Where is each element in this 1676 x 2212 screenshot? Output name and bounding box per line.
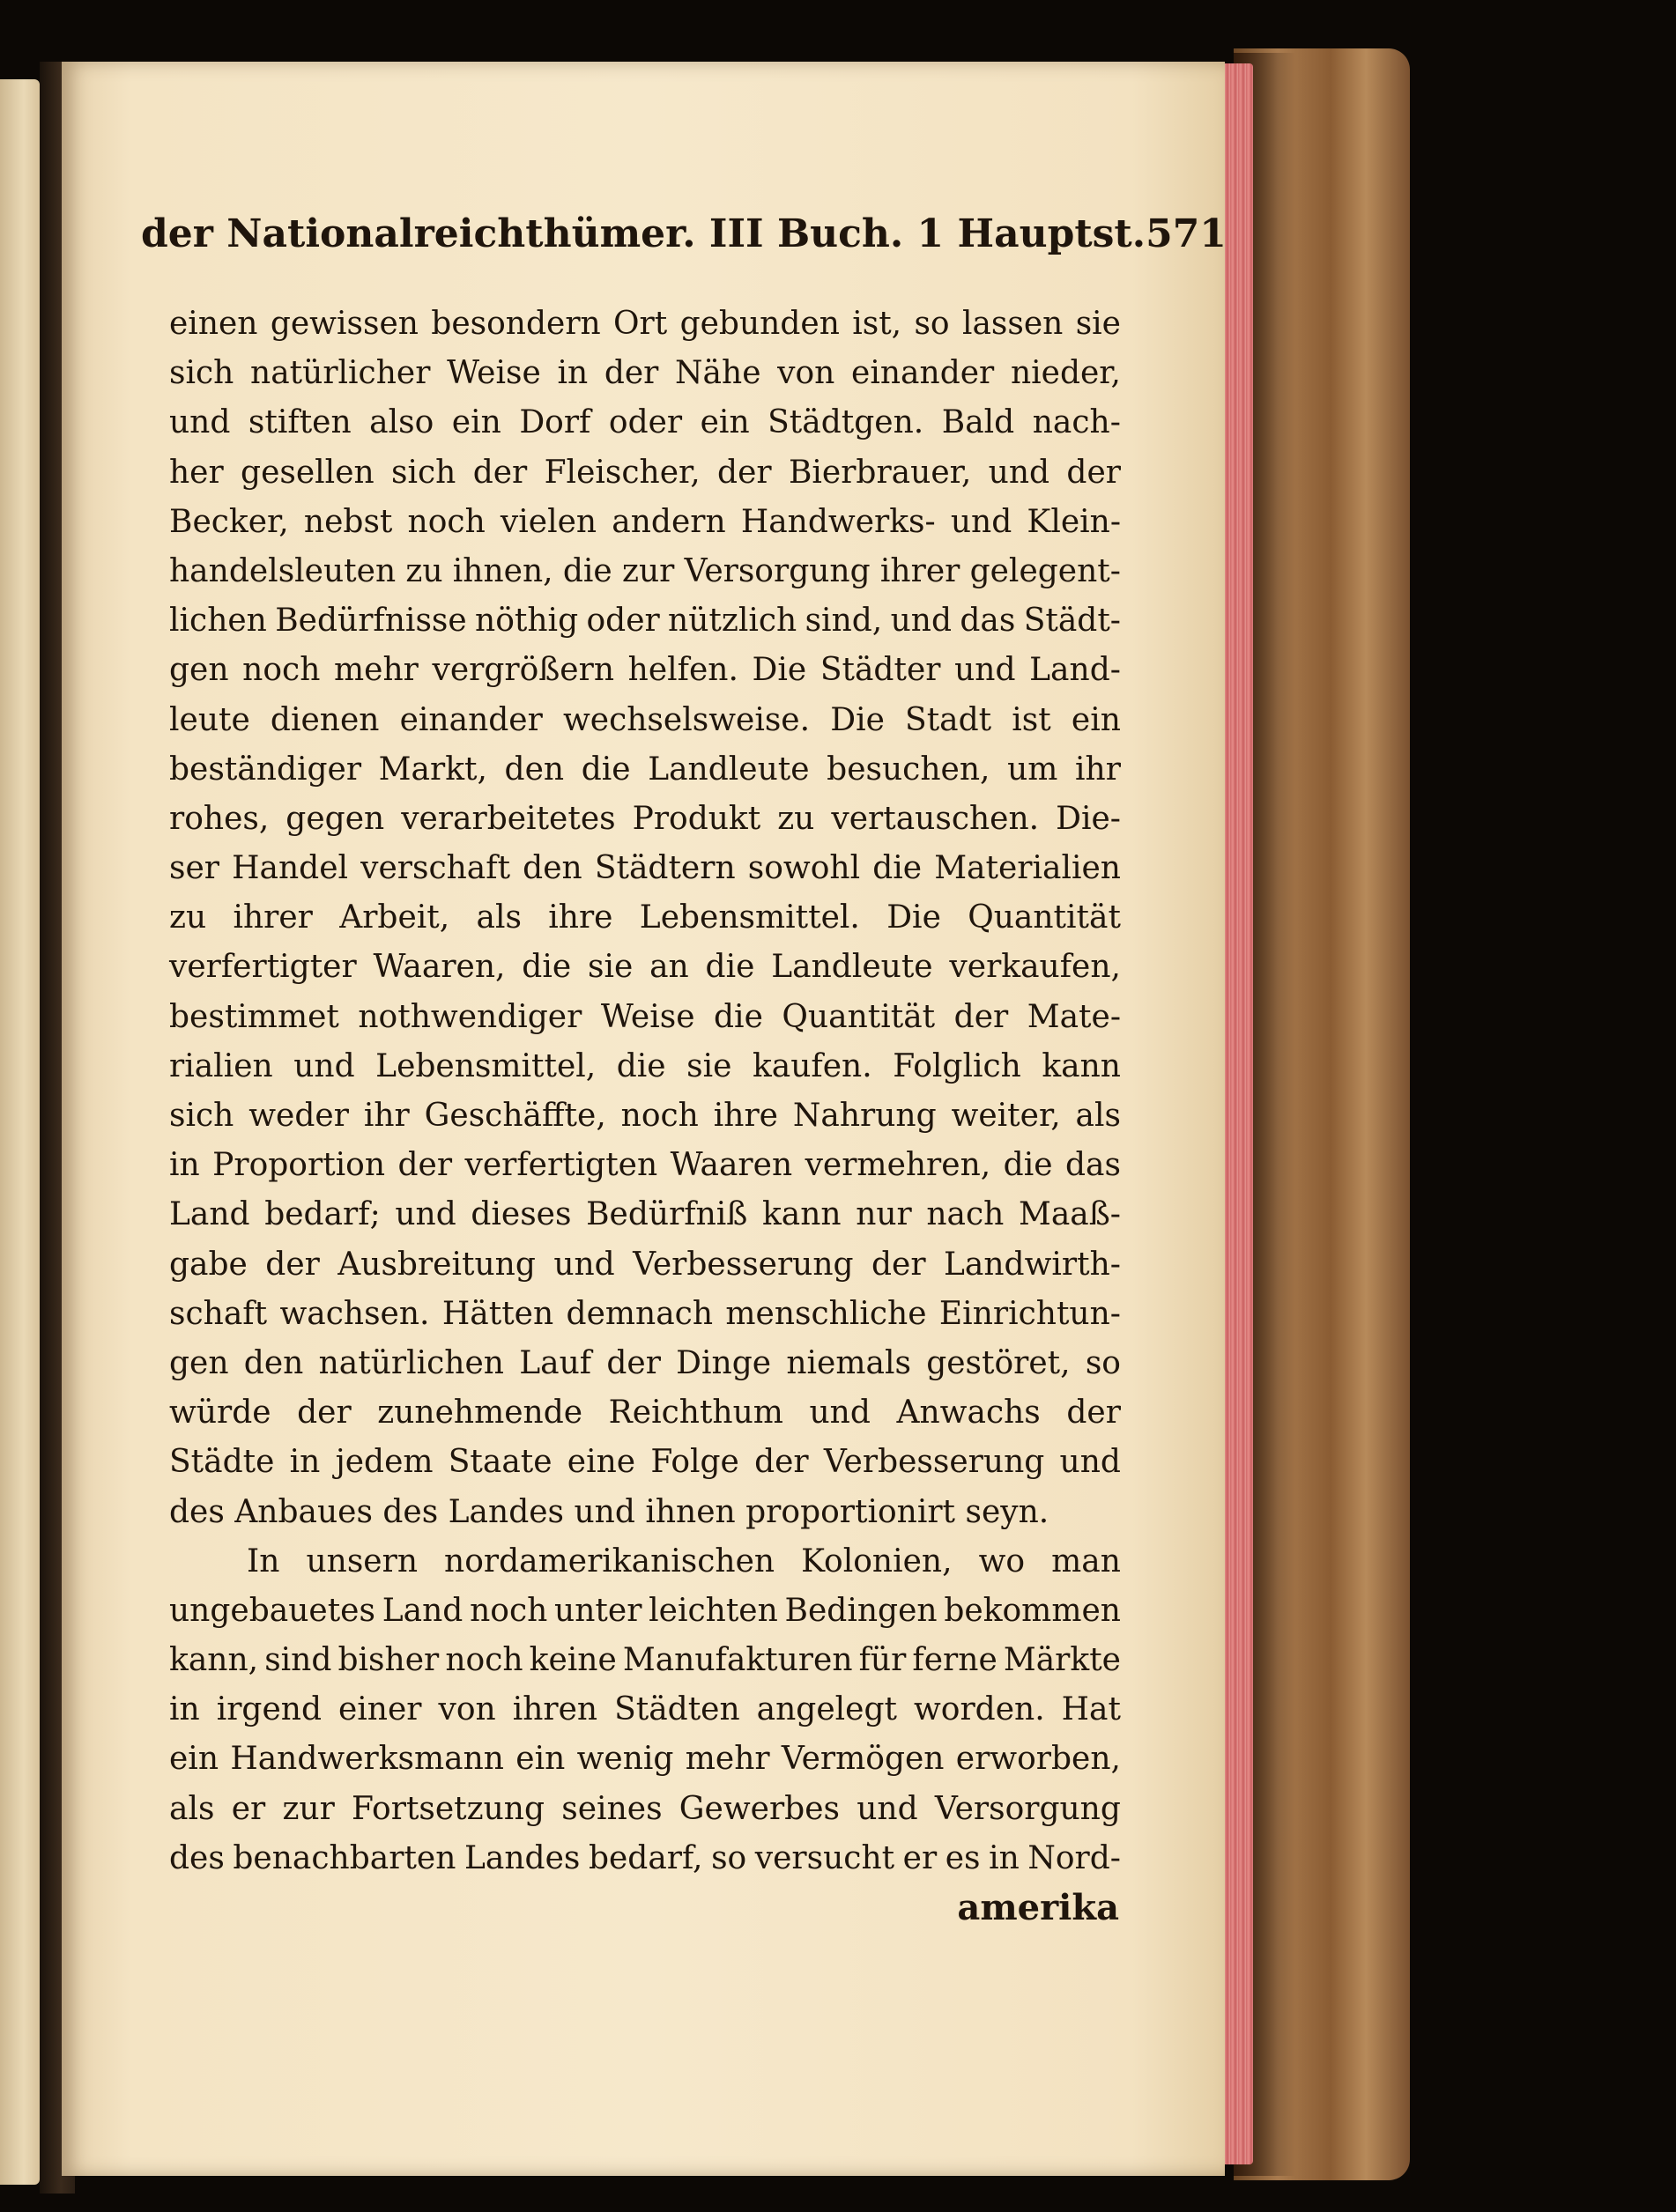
text-line: einen gewissen besondern Ort gebunden ist, so lassen sie bbox=[169, 306, 1121, 342]
text-line: ein Handwerksmann ein wenig mehr Vermögen erworben, bbox=[169, 1741, 1121, 1778]
page-number: 571 bbox=[1146, 211, 1227, 256]
text-line: kann, sind bisher noch keine Manufakturen für ferne Märkte bbox=[169, 1642, 1121, 1679]
text-line: rialien und Lebensmittel, die sie kaufen. Folglich kann bbox=[169, 1047, 1121, 1084]
text-line: rohes, gegen verarbeitetes Produkt zu vertauschen. Die- bbox=[169, 800, 1121, 837]
text-line: Städte in jedem Staate eine Folge der Verbesserung und bbox=[169, 1444, 1121, 1481]
text-line: in Proportion der verfertigten Waaren vermehren, die das bbox=[169, 1147, 1121, 1184]
text-line: gen noch mehr vergrößern helfen. Die Städter und Land- bbox=[169, 652, 1121, 689]
text-line: schaft wachsen. Hätten demnach menschliche Einrichtun- bbox=[169, 1295, 1121, 1332]
text-line: beständiger Markt, den die Landleute besuchen, um ihr bbox=[169, 751, 1121, 788]
text-line: in irgend einer von ihren Städten angelegt worden. Hat bbox=[169, 1691, 1121, 1728]
text-line: zu ihrer Arbeit, als ihre Lebensmittel. Die Quantität bbox=[169, 899, 1121, 936]
page-body-text bbox=[169, 300, 1121, 1883]
text-line: handelsleuten zu ihnen, die zur Versorgung ihrer gelegent- bbox=[169, 552, 1121, 589]
text-line: und stiften also ein Dorf oder ein Städtgen. Bald nach- bbox=[169, 404, 1121, 441]
text-line: des Anbaues des Landes und ihnen proportionirt seyn. bbox=[169, 1493, 1049, 1530]
text-line: lichen Bedürfnisse nöthig oder nützlich sind, und das Städt- bbox=[169, 603, 1121, 640]
text-line: gabe der Ausbreitung und Verbesserung der Landwirth- bbox=[169, 1246, 1121, 1283]
text-line: würde der zunehmende Reichthum und Anwachs der bbox=[169, 1395, 1121, 1432]
running-head bbox=[141, 211, 1227, 256]
previous-page-edge bbox=[0, 79, 40, 2185]
text-line: ser Handel verschaft den Städtern sowohl die Materialien bbox=[169, 850, 1121, 887]
text-line: gen den natürlichen Lauf der Dinge niemals gestöret, so bbox=[169, 1344, 1121, 1381]
text-line: als er zur Fortsetzung seines Gewerbes und Versorgung bbox=[169, 1790, 1121, 1827]
running-head-title: der Nationalreichthümer. III Buch. 1 Hauptst. bbox=[141, 211, 1146, 256]
text-line: bestimmet nothwendiger Weise die Quantität der Mate- bbox=[169, 998, 1121, 1035]
text-line: verfertigter Waaren, die sie an die Landleute verkaufen, bbox=[169, 949, 1121, 986]
text-line: sich weder ihr Geschäffte, noch ihre Nahrung weiter, als bbox=[169, 1098, 1121, 1134]
text-line: sich natürlicher Weise in der Nähe von einander nieder, bbox=[169, 355, 1121, 392]
text-line: ungebauetes Land noch unter leichten Bedingen bekommen bbox=[169, 1592, 1121, 1629]
catchword: amerika bbox=[957, 1887, 1119, 1928]
text-line: des benachbarten Landes bedarf, so versucht er es in Nord- bbox=[169, 1839, 1121, 1876]
text-line: leute dienen einander wechselsweise. Die Stadt ist ein bbox=[169, 701, 1121, 738]
text-line: Land bedarf; und dieses Bedürfniß kann nur nach Maaß- bbox=[169, 1196, 1121, 1233]
text-line: her gesellen sich der Fleischer, der Bierbrauer, und der bbox=[169, 454, 1121, 491]
text-line: In unsern nordamerikanischen Kolonien, wo man bbox=[247, 1542, 1121, 1579]
text-line: Becker, nebst noch vielen andern Handwerks- und Klein- bbox=[169, 503, 1121, 540]
